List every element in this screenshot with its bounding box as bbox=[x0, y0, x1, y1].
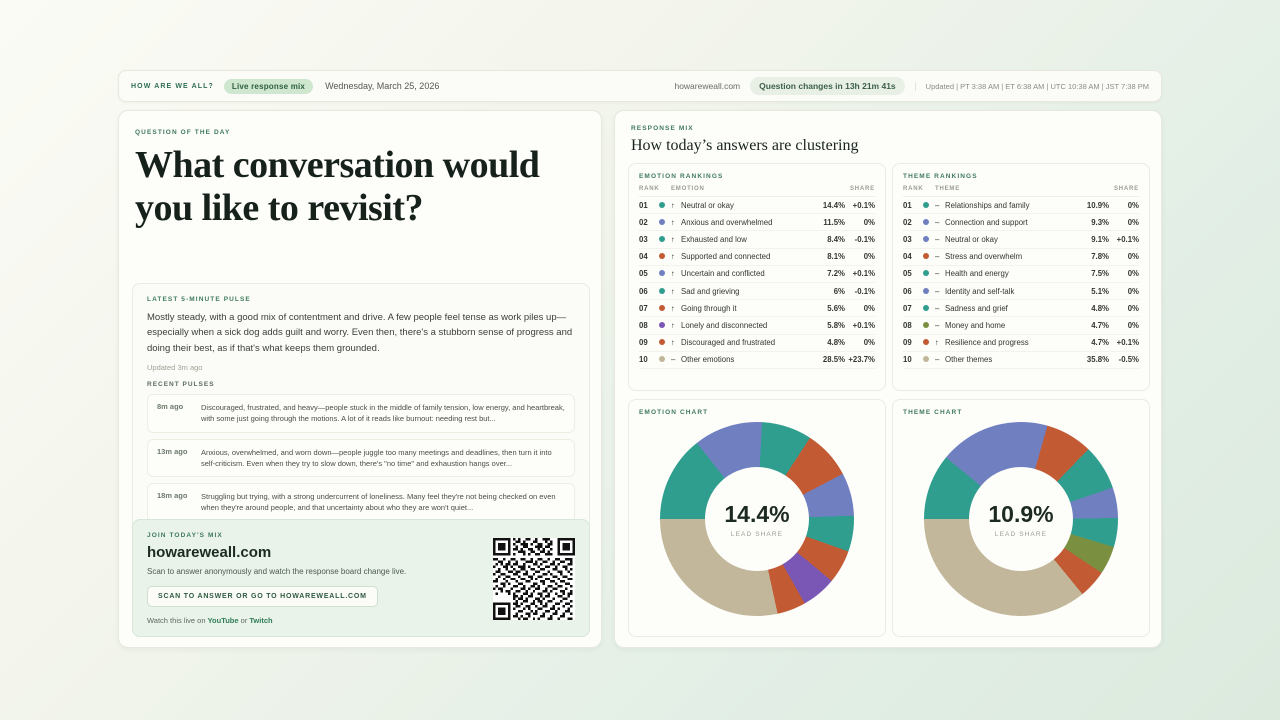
delta-value: -0.5% bbox=[1109, 351, 1139, 368]
rank-number: 10 bbox=[639, 351, 659, 368]
color-dot-icon bbox=[923, 334, 935, 351]
emotion-label: Uncertain and conflicted bbox=[681, 265, 811, 282]
color-dot-icon bbox=[659, 248, 671, 265]
col-rank: RANK bbox=[903, 186, 935, 197]
pulse-kicker: LATEST 5-MINUTE PULSE bbox=[147, 296, 251, 303]
emotion-rankings-kicker: EMOTION RANKINGS bbox=[639, 173, 724, 180]
color-dot-icon bbox=[923, 231, 935, 248]
table-row[interactable] bbox=[903, 282, 1139, 299]
share-value: 4.8% bbox=[1075, 300, 1109, 317]
col-emotion: EMOTION bbox=[671, 186, 811, 197]
trend-arrow-icon: ↑ bbox=[671, 214, 681, 231]
trend-arrow-icon: ↑ bbox=[935, 334, 945, 351]
rank-number: 04 bbox=[903, 248, 923, 265]
table-header-row bbox=[903, 186, 1139, 197]
table-row[interactable] bbox=[639, 214, 875, 231]
delta-value: 0% bbox=[845, 248, 875, 265]
trend-arrow-icon: ↑ bbox=[671, 265, 681, 282]
share-value: 4.7% bbox=[1075, 334, 1109, 351]
table-row[interactable] bbox=[639, 265, 875, 282]
emotion-label: Going through it bbox=[681, 300, 811, 317]
table-row[interactable] bbox=[903, 214, 1139, 231]
updated-timestamps: Updated | PT 3:38 AM | ET 6:38 AM | UTC 10:38 AM | JST 7:38 PM bbox=[915, 82, 1149, 91]
table-row[interactable] bbox=[903, 334, 1139, 351]
theme-donut-chart bbox=[924, 422, 1118, 616]
delta-value: 0% bbox=[1109, 197, 1139, 214]
share-value: 7.8% bbox=[1075, 248, 1109, 265]
site-domain[interactable]: howareweall.com bbox=[674, 81, 741, 91]
delta-value: +0.1% bbox=[1109, 231, 1139, 248]
color-dot-icon bbox=[923, 317, 935, 334]
color-dot-icon bbox=[659, 231, 671, 248]
col-theme: THEME bbox=[935, 186, 1075, 197]
table-row[interactable] bbox=[639, 248, 875, 265]
share-value: 4.8% bbox=[811, 334, 845, 351]
table-row[interactable] bbox=[639, 317, 875, 334]
qr-code-icon bbox=[493, 538, 575, 620]
app-kicker: HOW ARE WE ALL? bbox=[131, 82, 214, 90]
join-subtext: Scan to answer anonymously and watch the response board change live. bbox=[147, 567, 407, 576]
rank-number: 05 bbox=[639, 265, 659, 282]
delta-value: -0.1% bbox=[845, 282, 875, 299]
theme-label: Health and energy bbox=[945, 265, 1075, 282]
trend-arrow-icon: ↑ bbox=[671, 317, 681, 334]
theme-label: Relationships and family bbox=[945, 197, 1075, 214]
watch-or: or bbox=[238, 616, 250, 625]
question-panel bbox=[118, 110, 602, 648]
color-dot-icon bbox=[659, 265, 671, 282]
emotion-label: Lonely and disconnected bbox=[681, 317, 811, 334]
emotion-chart-card bbox=[628, 399, 886, 637]
rank-number: 06 bbox=[903, 282, 923, 299]
rank-number: 02 bbox=[903, 214, 923, 231]
pulse-body: Struggling but trying, with a strong undercurrent of loneliness. Many feel they're not being checked on even when they're around people, and that uncertainty about who they are won't quiet... bbox=[201, 492, 556, 513]
rank-number: 06 bbox=[639, 282, 659, 299]
response-mix-header bbox=[615, 111, 1161, 155]
table-row[interactable] bbox=[903, 197, 1139, 214]
join-card bbox=[132, 519, 590, 637]
trend-arrow-icon: ↑ bbox=[671, 282, 681, 299]
table-row[interactable] bbox=[903, 231, 1139, 248]
theme-label: Money and home bbox=[945, 317, 1075, 334]
trend-arrow-icon: – bbox=[935, 248, 945, 265]
color-dot-icon bbox=[923, 282, 935, 299]
share-value: 9.3% bbox=[1075, 214, 1109, 231]
delta-value: 0% bbox=[1109, 265, 1139, 282]
top-right-group bbox=[674, 77, 1149, 95]
delta-value: 0% bbox=[845, 334, 875, 351]
share-value: 5.1% bbox=[1075, 282, 1109, 299]
emotion-label: Discouraged and frustrated bbox=[681, 334, 811, 351]
delta-value: 0% bbox=[845, 300, 875, 317]
theme-chart-kicker: THEME CHART bbox=[903, 409, 963, 416]
join-url[interactable]: howareweall.com bbox=[147, 544, 272, 561]
trend-arrow-icon: – bbox=[935, 231, 945, 248]
table-row[interactable] bbox=[903, 265, 1139, 282]
twitch-link[interactable]: Twitch bbox=[249, 616, 273, 625]
emotion-label: Other emotions bbox=[681, 351, 811, 368]
emotion-label: Sad and grieving bbox=[681, 282, 811, 299]
color-dot-icon bbox=[659, 282, 671, 299]
share-value: 35.8% bbox=[1075, 351, 1109, 368]
rank-number: 03 bbox=[639, 231, 659, 248]
watch-prefix: Watch this live on bbox=[147, 616, 208, 625]
delta-value: +0.1% bbox=[845, 317, 875, 334]
delta-value: 0% bbox=[1109, 248, 1139, 265]
rank-number: 08 bbox=[639, 317, 659, 334]
page-title: What conversation would you like to revisit? bbox=[135, 144, 540, 229]
color-dot-icon bbox=[659, 317, 671, 334]
list-item[interactable] bbox=[147, 483, 575, 522]
share-value: 28.5% bbox=[811, 351, 845, 368]
theme-label: Identity and self-talk bbox=[945, 282, 1075, 299]
share-value: 7.2% bbox=[811, 265, 845, 282]
theme-label: Other themes bbox=[945, 351, 1075, 368]
live-response-mix-badge: Live response mix bbox=[224, 79, 313, 94]
delta-value: 0% bbox=[1109, 317, 1139, 334]
table-row[interactable] bbox=[903, 317, 1139, 334]
emotion-donut-chart bbox=[660, 422, 854, 616]
response-mix-panel bbox=[614, 110, 1162, 648]
trend-arrow-icon: ↑ bbox=[671, 300, 681, 317]
pulse-time: 18m ago bbox=[157, 491, 188, 501]
share-value: 6% bbox=[811, 282, 845, 299]
color-dot-icon bbox=[659, 334, 671, 351]
trend-arrow-icon: – bbox=[935, 197, 945, 214]
delta-value: -0.1% bbox=[845, 231, 875, 248]
response-mix-title: How today’s answers are clustering bbox=[631, 137, 859, 154]
delta-value: 0% bbox=[845, 214, 875, 231]
share-value: 9.1% bbox=[1075, 231, 1109, 248]
rank-number: 05 bbox=[903, 265, 923, 282]
trend-arrow-icon: ↑ bbox=[671, 231, 681, 248]
question-block bbox=[119, 111, 601, 235]
current-date: Wednesday, March 25, 2026 bbox=[325, 81, 440, 91]
list-item[interactable] bbox=[147, 394, 575, 433]
share-value: 5.6% bbox=[811, 300, 845, 317]
trend-arrow-icon: – bbox=[935, 317, 945, 334]
table-row[interactable] bbox=[639, 197, 875, 214]
col-rank: RANK bbox=[639, 186, 671, 197]
recent-pulses-label: RECENT PULSES bbox=[147, 381, 215, 389]
pulse-time: 13m ago bbox=[157, 446, 188, 456]
theme-lead-value: 10.9% bbox=[988, 500, 1054, 527]
color-dot-icon bbox=[923, 197, 935, 214]
delta-value: +0.1% bbox=[845, 197, 875, 214]
table-header-row bbox=[639, 186, 875, 197]
theme-label: Stress and overwhelm bbox=[945, 248, 1075, 265]
rank-number: 09 bbox=[903, 334, 923, 351]
emotion-rankings-table bbox=[639, 186, 875, 369]
theme-label: Connection and support bbox=[945, 214, 1075, 231]
share-value: 7.5% bbox=[1075, 265, 1109, 282]
pulse-updated: Updated 3m ago bbox=[147, 363, 203, 373]
question-countdown-badge: Question changes in 13h 21m 41s bbox=[750, 77, 905, 95]
theme-label: Neutral or okay bbox=[945, 231, 1075, 248]
col-share: SHARE bbox=[1075, 186, 1139, 197]
table-row[interactable] bbox=[639, 351, 875, 368]
delta-value: +23.7% bbox=[845, 351, 875, 368]
color-dot-icon bbox=[659, 214, 671, 231]
share-value: 10.9% bbox=[1075, 197, 1109, 214]
share-value: 4.7% bbox=[1075, 317, 1109, 334]
scan-to-answer-button[interactable]: SCAN TO ANSWER OR GO TO HOWAREWEALL.COM bbox=[147, 586, 378, 607]
emotion-lead-label: LEAD SHARE bbox=[730, 530, 784, 538]
table-row[interactable] bbox=[639, 231, 875, 248]
trend-arrow-icon: – bbox=[935, 300, 945, 317]
rank-number: 07 bbox=[639, 300, 659, 317]
rank-number: 04 bbox=[639, 248, 659, 265]
theme-rankings-table bbox=[903, 186, 1139, 369]
trend-arrow-icon: – bbox=[935, 351, 945, 368]
pulse-summary-text: Mostly steady, with a good mix of contentment and drive. A few people feel tense as work piles up—especially when a sick dog adds guilt and worry. Even then, there's a stubborn sense of progress and doing their best, as if that's what keeps them grounded. bbox=[147, 312, 573, 354]
share-value: 14.4% bbox=[811, 197, 845, 214]
trend-arrow-icon: ↑ bbox=[671, 334, 681, 351]
rank-number: 08 bbox=[903, 317, 923, 334]
share-value: 8.4% bbox=[811, 231, 845, 248]
trend-arrow-icon: ↑ bbox=[671, 197, 681, 214]
youtube-link[interactable]: YouTube bbox=[207, 616, 239, 625]
delta-value: 0% bbox=[1109, 282, 1139, 299]
share-value: 8.1% bbox=[811, 248, 845, 265]
theme-label: Sadness and grief bbox=[945, 300, 1075, 317]
trend-arrow-icon: – bbox=[671, 351, 681, 368]
emotion-donut-center bbox=[705, 467, 809, 571]
rank-number: 01 bbox=[903, 197, 923, 214]
trend-arrow-icon: – bbox=[935, 214, 945, 231]
emotion-lead-value: 14.4% bbox=[724, 500, 790, 527]
rank-number: 03 bbox=[903, 231, 923, 248]
question-kicker: QUESTION OF THE DAY bbox=[135, 129, 231, 136]
table-row[interactable] bbox=[903, 248, 1139, 265]
rank-number: 07 bbox=[903, 300, 923, 317]
delta-value: 0% bbox=[1109, 214, 1139, 231]
emotion-label: Supported and connected bbox=[681, 248, 811, 265]
color-dot-icon bbox=[659, 300, 671, 317]
pulse-body: Discouraged, frustrated, and heavy—people stuck in the middle of family tension, low energy, and heartbreak, with some just going through the motions. A lot of it reads like burnout: needing rest but... bbox=[201, 403, 565, 424]
theme-lead-label: LEAD SHARE bbox=[994, 530, 1048, 538]
top-status-bar bbox=[118, 70, 1162, 102]
theme-donut-center bbox=[969, 467, 1073, 571]
theme-rankings-kicker: THEME RANKINGS bbox=[903, 173, 978, 180]
response-mix-kicker: RESPONSE MIX bbox=[631, 125, 694, 132]
table-row[interactable] bbox=[903, 300, 1139, 317]
color-dot-icon bbox=[923, 300, 935, 317]
list-item[interactable] bbox=[147, 439, 575, 478]
rank-number: 01 bbox=[639, 197, 659, 214]
pulse-body: Anxious, overwhelmed, and worn down—people juggle too many meetings and deadlines, then turn it into self-criticism. Even when they try to slow down, there's "no time" and exhaustion hangs over... bbox=[201, 447, 552, 468]
emotion-rankings-card bbox=[628, 163, 886, 391]
join-kicker: JOIN TODAY'S MIX bbox=[147, 532, 223, 539]
delta-value: +0.1% bbox=[845, 265, 875, 282]
color-dot-icon bbox=[659, 351, 671, 368]
table-row[interactable] bbox=[639, 282, 875, 299]
share-value: 5.8% bbox=[811, 317, 845, 334]
table-row[interactable] bbox=[903, 351, 1139, 368]
table-row[interactable] bbox=[639, 300, 875, 317]
rank-number: 02 bbox=[639, 214, 659, 231]
pulse-time: 8m ago bbox=[157, 402, 184, 412]
emotion-label: Anxious and overwhelmed bbox=[681, 214, 811, 231]
trend-arrow-icon: – bbox=[935, 282, 945, 299]
color-dot-icon bbox=[923, 351, 935, 368]
trend-arrow-icon: – bbox=[935, 265, 945, 282]
delta-value: +0.1% bbox=[1109, 334, 1139, 351]
delta-value: 0% bbox=[1109, 300, 1139, 317]
color-dot-icon bbox=[659, 197, 671, 214]
rank-number: 10 bbox=[903, 351, 923, 368]
theme-label: Resilience and progress bbox=[945, 334, 1075, 351]
rank-number: 09 bbox=[639, 334, 659, 351]
emotion-label: Neutral or okay bbox=[681, 197, 811, 214]
table-row[interactable] bbox=[639, 334, 875, 351]
emotion-chart-kicker: EMOTION CHART bbox=[639, 409, 709, 416]
trend-arrow-icon: ↑ bbox=[671, 248, 681, 265]
theme-rankings-card bbox=[892, 163, 1150, 391]
color-dot-icon bbox=[923, 248, 935, 265]
color-dot-icon bbox=[923, 214, 935, 231]
color-dot-icon bbox=[923, 265, 935, 282]
col-share: SHARE bbox=[811, 186, 875, 197]
share-value: 11.5% bbox=[811, 214, 845, 231]
theme-chart-card bbox=[892, 399, 1150, 637]
emotion-label: Exhausted and low bbox=[681, 231, 811, 248]
